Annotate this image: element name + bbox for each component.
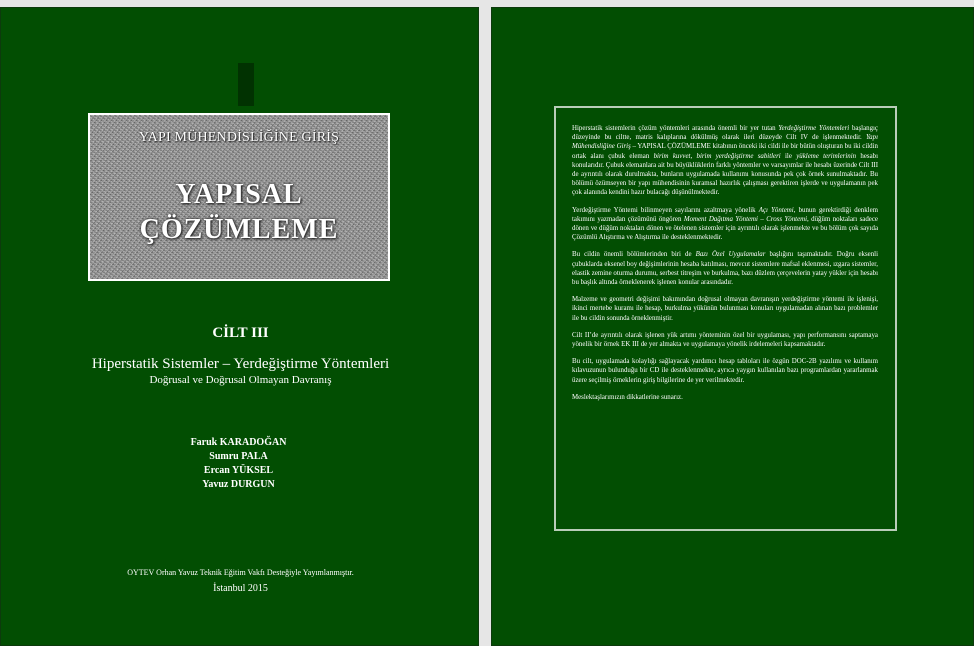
author-name: Sumru PALA — [209, 451, 268, 462]
text-run: Bazı Özel Uygulamalar — [695, 251, 766, 259]
back-cover — [491, 7, 974, 646]
paragraph: Malzeme ve geometri değişimi bakımından doğrusal olmayan davranışın yerdeğiştirme yöntemi ile işlenişi, ikinci mertebe kuramı ile hesap, burkulma yükünün bulunması konuları uygulamadan alınan bazı problemler ile bu cildin sonunda örneklenmiştir. — [572, 296, 878, 322]
subtitle-secondary: Doğrusal ve Doğrusal Olmayan Davranış — [149, 374, 332, 386]
series-title: YAPI MÜHENDİSLİĞİNE GİRİŞ — [138, 130, 340, 145]
back-cover-text — [572, 124, 878, 410]
dark-tab-mark — [238, 63, 254, 106]
text-run: başlığını taşımaktadır. Doğru eksenli çubuklarda eksenel boy değişimlerinin hesaba katılması, mevcut sistemlere mafsal eklenmesi, ızgara sistemler, elastik zemine oturma durumu, serbest titreşim ve burkulma, bazı düzlem çerçevelerin yatay yükler için hesabı bu başlık altında örneklenerek işlenen konular arasındadır. — [572, 251, 879, 287]
author-list — [1, 436, 480, 492]
paragraph: Bu cilt, uygulamada kolaylığı sağlayacak yardımcı hesap tabloları ile özgün DOC-2B yazılımı ve kullanım kılavuzunun bulunduğu bir CD ile desteklenmekte, ayrıca yaygın kullanılan bazı programlardan yararlanmak üzere seçilmiş örneklerin giriş bilgilerine de yer verilmektedir. — [572, 358, 878, 384]
text-run: birim kuvvet, birim yerdeğiştirme sabitleri — [653, 152, 781, 160]
paragraph — [572, 250, 878, 287]
volume-label: CİLT III — [212, 325, 269, 341]
text-run: – YAPISAL ÇÖZÜMLEME kitabının önceki iki cildi ile bir bütün oluşturan bu iki cildin ortak alanı çubuk eleman — [572, 143, 878, 160]
paragraph — [572, 124, 878, 198]
title-panel — [88, 113, 390, 281]
text-run: Yapı Mühendisliğine Giriş — [572, 134, 878, 151]
sponsor-note: OYTEV Orhan Yavuz Teknik Eğitim Vakfı Desteğiyle Yayımlanmıştır. — [127, 568, 354, 577]
text-run: , bunun gerektirdiği denklem takımını yazmadan çözümünü öngören — [572, 206, 878, 223]
subtitle: Hiperstatik Sistemler – Yerdeğiştirme Yöntemleri — [91, 356, 390, 372]
paragraph: Meslektaşlarımızın dikkatlerine sunarız. — [572, 393, 683, 401]
text-run: yükleme terimlerinin — [796, 152, 857, 160]
text-run: , düğüm noktaları sadece dönen ve düğüm noktaları dönen ve ötelenen sistemler için ayrıntılı olarak işlenmekte ve bu bölüm çok sayıda Çözümlü Alıştırma ve Alıştırma ile desteklenmektedir. — [572, 215, 878, 242]
text-run: Açı Yöntemi — [758, 206, 794, 214]
paragraph: Cilt II’de ayrıntılı olarak işlenen yük artımı yönteminin özel bir uygulaması, yapı performansını saptamaya yönelik bir örnek EK III de yer almakta ve uygulamaya yönelik irdelemeleri kapsamaktadır. — [572, 331, 878, 349]
text-run: Yerdeğiştirme Yöntemleri — [778, 125, 850, 132]
text-run: Hiperstatik sistemlerin çözüm yöntemleri arasında önemli bir yer tutan — [572, 125, 779, 132]
author-name: Ercan YÜKSEL — [203, 465, 274, 476]
front-cover — [0, 7, 479, 646]
text-run: Bu cildin önemli bölümlerinden biri de — [572, 251, 696, 259]
main-title — [90, 177, 388, 247]
author-name: Yavuz DURGUN — [202, 479, 275, 490]
text-run: Yerdeğiştirme Yöntemi bilinmeyen sayılarını azaltmaya yönelik — [572, 206, 759, 214]
text-run: başlangıç düzeyinde bu ciltte, matris kalıplarına dökülmüş olarak ileri düzeyde Cilt IV de işlenmektedir. — [572, 125, 878, 142]
text-run: Moment Dağıtma Yöntemi – Cross Yöntemi — [683, 215, 808, 223]
author-name: Faruk KARADOĞAN — [190, 437, 287, 448]
text-run: hesabı konularıdır. Çubuk elemanlara ait bu büyüklüklerin farklı yöntemler ve varsayımlar ile hesabı üzerinde Cilt III de ayrıntılı olarak durulmakta, bunların uygulamada kullanımı konusunda pek çok örnek sunulmaktadır. Bu bölümü özümseyen bir yapı mühendisinin kuramsal hazırlık çalışması gerektiren işlerde ve uygulamanın pek çok alanında kendini hazır bulacağı düşünülmektedir. — [572, 152, 878, 197]
paragraph — [572, 206, 878, 243]
main-title-line1: YAPISAL — [175, 179, 303, 210]
place-year: İstanbul 2015 — [213, 583, 268, 594]
main-title-line2: ÇÖZÜMLEME — [139, 214, 339, 245]
text-run: ile — [780, 152, 797, 160]
